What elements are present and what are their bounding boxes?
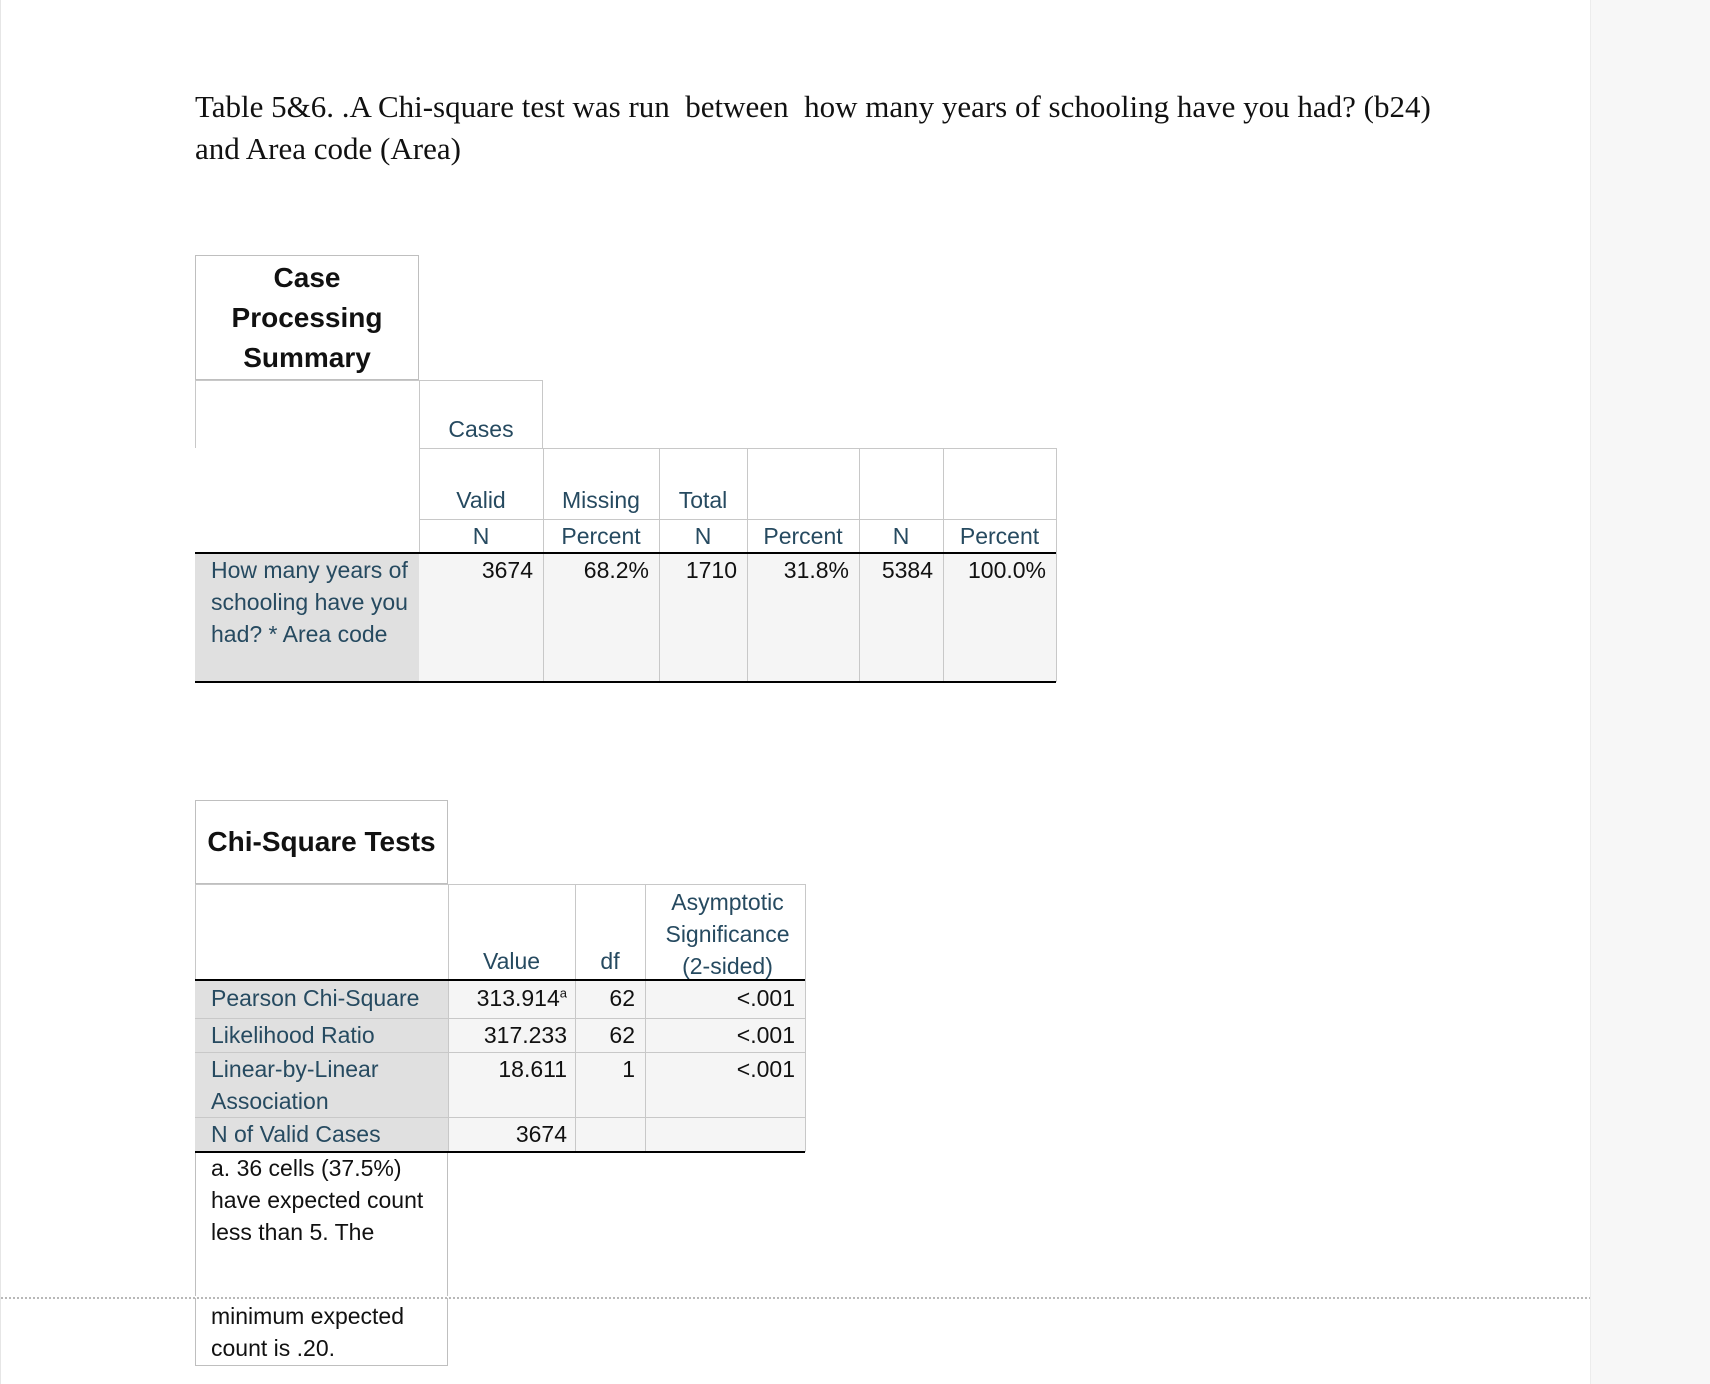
subheader-n: N [472,523,490,549]
grid-line [195,681,1056,683]
likelihood-sig: <.001 [736,1022,795,1048]
case-summary-title: Case Processing Summary [195,255,419,380]
cases-header: Cases [448,416,514,442]
header-total: Total [678,487,728,513]
row-label-likelihood: Likelihood Ratio [195,1019,448,1051]
n-valid-value: 3674 [515,1121,567,1147]
grid-line [195,380,196,448]
missing-n: 1710 [685,557,737,583]
grid-line [195,380,419,381]
linear-sig: <.001 [736,1056,795,1082]
page-break-line [1,1297,1591,1299]
footnote-part2: minimum expected count is .20. [211,1303,405,1361]
pearson-value: 313.914$^a$ [476,985,567,1011]
linear-value: 18.611 [498,1056,567,1082]
row-label-linear: Linear-by-Linear Association [195,1053,448,1117]
missing-percent: 31.8% [783,557,849,583]
valid-n: 3674 [481,557,533,583]
grid-line [1056,554,1057,681]
header-missing: Missing [562,487,640,513]
window-gutter [1590,0,1710,1384]
subheader-n: N [694,523,712,549]
linear-df: 1 [622,1056,635,1082]
grid-line [195,884,196,979]
grid-line [419,519,1056,520]
likelihood-df: 62 [609,1022,635,1048]
grid-line [195,884,805,885]
likelihood-value: 317.233 [483,1022,567,1048]
subheader-percent: Percent [561,523,641,549]
subheader-percent: Percent [959,523,1040,549]
row-label-n-valid: N of Valid Cases [195,1118,448,1150]
header-df: df [600,948,620,974]
header-asymptotic-significance: Asymptotic Significance (2-sided) [665,889,790,979]
document-title: Table 5&6. .A Chi-square test was run between how many years of schooling have you had? (b24) and Area code (Area) [195,89,1439,166]
total-n: 5384 [881,557,933,583]
footnote-part1: a. 36 cells (37.5%) have expected count less than 5. The [211,1155,424,1245]
chi-square-title: Chi-Square Tests [195,800,448,884]
grid-line [419,448,1056,449]
pearson-df: 62 [609,985,635,1011]
header-valid: Valid [456,487,506,513]
grid-line [805,884,806,1152]
row-label-pearson: Pearson Chi-Square [195,982,448,1014]
header-value: Value [482,948,541,974]
valid-percent: 68.2% [583,557,649,583]
subheader-percent: Percent [763,523,843,549]
pearson-sig: <.001 [736,985,795,1011]
subheader-n: N [892,523,910,549]
total-percent: 100.0% [967,557,1046,583]
row-label-schooling-area: How many years of schooling have you had? * Area code [195,554,419,681]
